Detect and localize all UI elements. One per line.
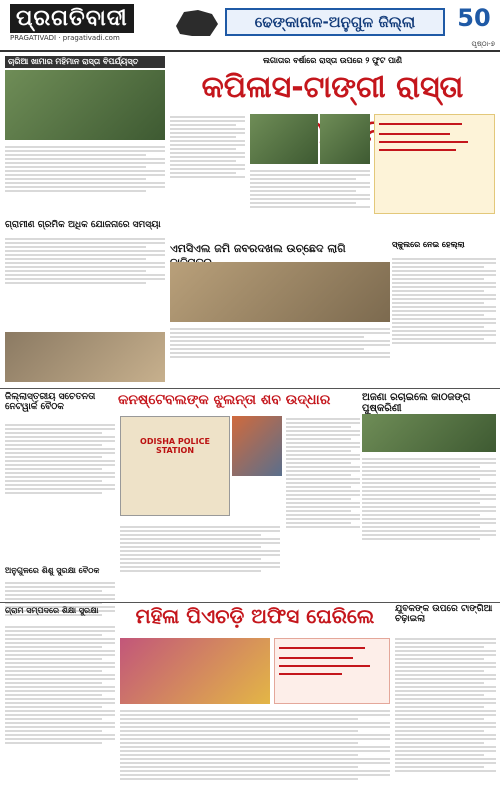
meeting-photo bbox=[5, 332, 165, 382]
right3-body bbox=[362, 456, 496, 542]
bottom-headline: ମହିଳା ପିଏଚଡ଼ି ଅଫିସ ଘେରିଲେ bbox=[135, 604, 375, 628]
page-number: ପୃଷ୍ଠା-୭ bbox=[471, 40, 495, 48]
left-top-body bbox=[5, 144, 165, 194]
bottom-body bbox=[120, 708, 390, 782]
lead-body-col2 bbox=[250, 168, 370, 210]
divider bbox=[0, 388, 500, 389]
logo-en: PRAGATIVADI bbox=[10, 34, 57, 42]
odisha-map-icon bbox=[172, 6, 222, 40]
lead-kicker: ଲଗାତାର ବର୍ଷାରେ ରାସ୍ତା ଉପରେ ୨ ଫୁଟ ପାଣି bbox=[262, 56, 403, 65]
lead-body-col1 bbox=[170, 114, 245, 180]
divider-bottom bbox=[0, 602, 500, 603]
mid-headline: ଏମସିଏଲ ଜମି ଜବରଦଖଲ ଉଚ୍ଛେଦ ଲାଗି bbox=[170, 242, 346, 255]
lead-headline: କପିଳାସ-ଟାଙ୍ଗୀ ରାସ୍ତା bbox=[201, 70, 464, 105]
right-top-headline: ସ୍କୁଲରେ ନେଇ ହେଲ୍ଲା bbox=[392, 240, 465, 249]
left-top-headline: ଚାରିଆ ଖାମାର ମହିମାନ ରାସ୍ତା ବିପର୍ଯ୍ୟସ୍ତ bbox=[8, 57, 139, 66]
anniversary-badge: 50 bbox=[457, 4, 491, 32]
women-protest-photo bbox=[120, 638, 270, 704]
victim-photo bbox=[232, 416, 282, 476]
logo: ପ୍ରଗତିବାଦୀ PRAGATIVADI · pragativadi.com bbox=[10, 4, 170, 44]
flood-photo-1 bbox=[250, 114, 318, 164]
cop-headline: କନଷ୍ଟେବଲଙ୍କ ଝୁଲନ୍ତା ଶବ ଉଦ୍ଧାର bbox=[118, 392, 331, 408]
district-title: ଢେଙ୍କାନାଳ-ଅନୁଗୁଳ ଜିଲ୍ଲା bbox=[225, 8, 445, 36]
cop-body2 bbox=[120, 524, 280, 574]
cop-body bbox=[286, 416, 360, 530]
left2-headline: ଗ୍ରାମୀଣ ଗ୍ରମିକ ଅଧିକ ଯୋଜନାରେ ସମସ୍ୟା bbox=[5, 220, 161, 230]
logo-text: ପ୍ରଗତିବାଦୀ bbox=[10, 4, 134, 33]
left5-body bbox=[5, 624, 115, 746]
bottom-right-body bbox=[395, 636, 496, 774]
bottom-highlights-box bbox=[274, 638, 390, 704]
left3-body bbox=[5, 422, 115, 496]
station-sign: ODISHA POLICE STATION bbox=[140, 437, 210, 455]
highlights-box bbox=[374, 114, 495, 214]
mid-body bbox=[170, 326, 390, 360]
pond-photo bbox=[362, 414, 496, 452]
left2-body bbox=[5, 236, 165, 286]
left-top-headline-bar bbox=[5, 56, 165, 68]
left5-headline: ଗ୍ରାମ ସମ୍ପଦରେ ଶିକ୍ଷା ସୁରକ୍ଷା bbox=[5, 606, 99, 615]
site-url: pragativadi.com bbox=[62, 34, 120, 42]
road-photo bbox=[5, 70, 165, 140]
police-station-photo bbox=[120, 416, 230, 516]
protest-photo bbox=[170, 262, 390, 322]
left4-headline: ଅନୁଗୁଳରେ ଶିଶୁ ସୁରକ୍ଷା ବୈଠକ bbox=[5, 566, 100, 575]
flood-photo-2 bbox=[320, 114, 370, 164]
bottom-right-headline: ଯୁବକଙ୍କ ଉପରେ ଟାଙ୍ଗିଆ ଚଢ଼ାଇଲା bbox=[395, 604, 493, 624]
masthead bbox=[0, 0, 500, 52]
left3-headline: ଜିଲ୍ଲାସ୍ତରୀୟ ସଚେତନତା ନେଟୱାର୍କ ବୈଠକ bbox=[5, 392, 96, 412]
right-top-body bbox=[392, 256, 496, 346]
right3-headline: ଅଜଣା ରଚାଇଲେ କାଠଜଙ୍ଗ ପୁଷ୍କରିଣୀ bbox=[362, 392, 471, 414]
